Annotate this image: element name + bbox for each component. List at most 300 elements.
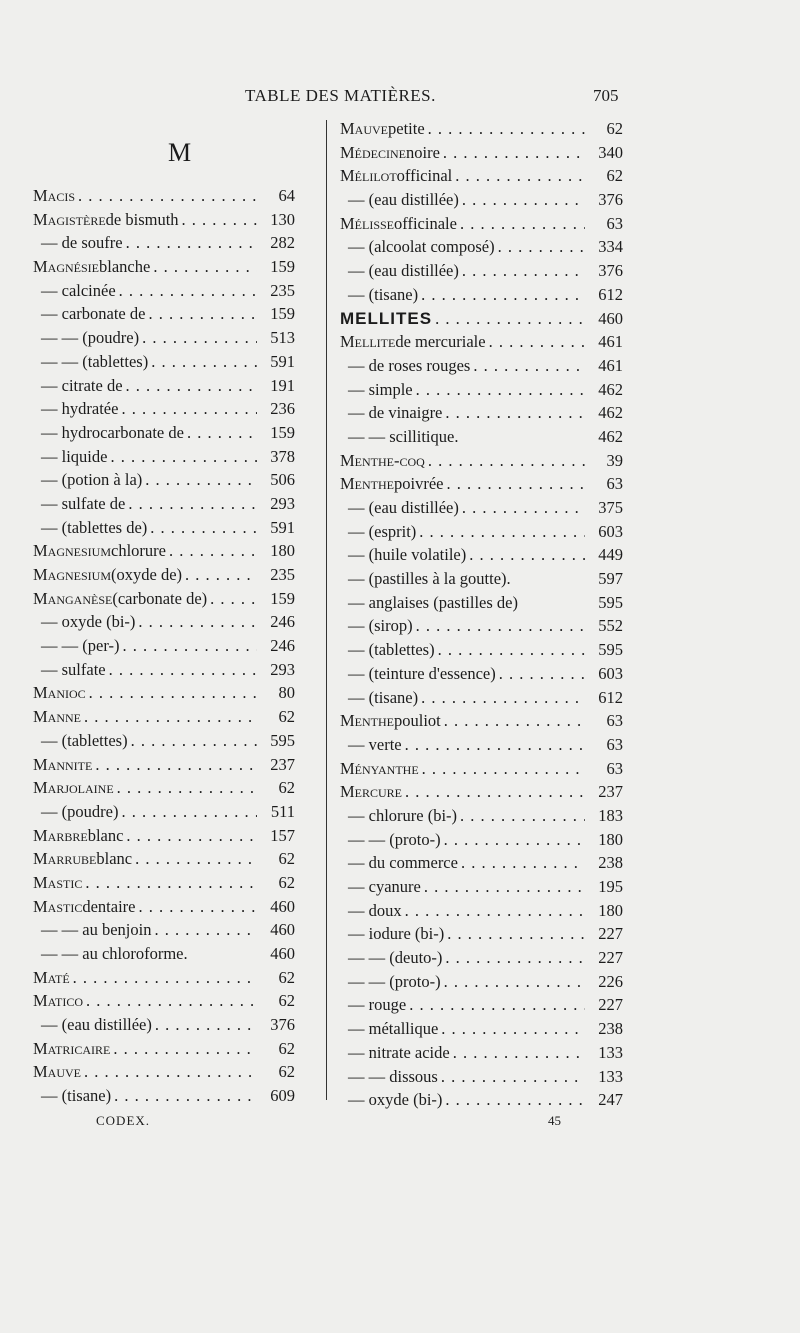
entry-page-number: 612 [598, 284, 623, 304]
entry-page-number: 612 [598, 687, 623, 707]
index-entry [340, 330, 623, 354]
dot-leader [75, 184, 257, 208]
index-entry [340, 283, 623, 307]
entry-page-number: 460 [270, 944, 295, 963]
entry-text: officinale [394, 213, 457, 233]
entry-page-number: 64 [278, 186, 295, 205]
entry-page-number: 246 [270, 612, 295, 632]
dot-leader [496, 662, 585, 686]
index-entry [33, 1037, 295, 1061]
entry-headword: Mercure [340, 782, 403, 802]
entry-page-number: 62 [278, 1038, 295, 1058]
index-entry [340, 1041, 623, 1065]
index-entry [33, 279, 295, 303]
entry-page-number: 513 [270, 328, 295, 348]
entry-headword: Mellite [340, 332, 396, 352]
dot-leader [442, 1088, 585, 1112]
entry-page-number: 180 [598, 829, 623, 849]
index-entry [340, 1088, 623, 1112]
index-entry [340, 401, 623, 425]
entry-text: — (tisane) [41, 1086, 112, 1106]
dot-leader [440, 141, 585, 165]
entry-headword: MELLITES [340, 308, 433, 328]
index-entry [340, 875, 623, 899]
index-entry [340, 851, 623, 875]
entry-page-number: 595 [598, 592, 623, 612]
entry-headword: Magistère [33, 209, 106, 229]
entry-headword: Matico [33, 991, 84, 1011]
dot-leader [142, 468, 257, 492]
dot-leader [135, 610, 257, 634]
entry-text: — chlorure (bi-) [348, 805, 458, 825]
index-entry [340, 614, 623, 638]
index-entry [340, 686, 623, 710]
entry-page-number: 340 [598, 142, 623, 162]
index-entry [33, 705, 295, 729]
entry-text: blanche [99, 257, 151, 277]
index-entry [340, 591, 623, 615]
dot-leader [207, 587, 257, 611]
index-entry [340, 567, 623, 591]
entry-page-number: 195 [598, 877, 623, 896]
index-entry [340, 141, 623, 165]
entry-text: — — (tablettes) [41, 351, 149, 371]
index-entry [340, 472, 623, 496]
dot-leader [450, 1041, 585, 1065]
entry-page-number: 191 [270, 375, 295, 395]
dot-leader [486, 330, 585, 354]
entry-headword: Mastic [33, 872, 83, 892]
entry-text: — verte [348, 734, 402, 754]
entry-headword: Marrube [33, 849, 97, 869]
entry-headword: Manganèse [33, 588, 113, 608]
index-entry [33, 966, 295, 990]
entry-page-number: 62 [278, 707, 295, 727]
entry-text: petite [388, 119, 425, 138]
entry-text: — calcinée [41, 280, 116, 300]
entry-text: blanc [96, 849, 133, 869]
dot-leader [148, 350, 257, 374]
index-entry [340, 922, 623, 946]
dot-leader [444, 922, 585, 946]
entry-page-number: 293 [270, 659, 295, 679]
dot-leader [135, 895, 257, 919]
entry-page-number: 511 [270, 801, 295, 821]
index-entry [33, 800, 295, 824]
entry-page-number: 591 [270, 351, 295, 371]
entry-page-number: 449 [598, 545, 623, 565]
entry-page-number: 552 [598, 616, 623, 636]
index-entry [33, 681, 295, 705]
dot-leader [458, 851, 585, 875]
dot-leader [413, 378, 585, 402]
dot-leader [147, 516, 257, 540]
entry-text: — (tisane) [348, 284, 419, 304]
entry-page-number: 130 [270, 209, 295, 229]
dot-leader [495, 235, 585, 259]
entry-text: chlorure [111, 541, 166, 561]
index-entry [33, 445, 295, 469]
entry-text: — — (per-) [41, 636, 120, 656]
entry-text: de mercuriale [395, 332, 486, 352]
index-entry [33, 350, 295, 374]
index-entry [340, 1065, 623, 1089]
dot-leader [123, 374, 257, 398]
entry-page-number: 603 [598, 663, 623, 683]
footer-sheet-mark: 45 [548, 1113, 561, 1128]
dot-leader [470, 354, 585, 378]
index-entry [340, 780, 623, 804]
dot-leader [457, 804, 585, 828]
dot-leader [402, 899, 585, 923]
entry-page-number: 180 [270, 541, 295, 561]
entry-text: — (tablettes) [348, 640, 435, 660]
entry-text: — (eau distillée) [348, 261, 459, 281]
entry-headword: Mauve [340, 119, 388, 138]
entry-text: — iodure (bi-) [348, 924, 445, 944]
entry-text: officinal [396, 166, 453, 186]
dot-leader [70, 966, 257, 990]
dot-leader [116, 279, 257, 303]
index-entry [340, 212, 623, 236]
dot-leader [81, 705, 257, 729]
index-entry [33, 587, 295, 611]
entry-text: — — au benjoin [41, 920, 152, 940]
index-entry [340, 804, 623, 828]
entry-text: — liquide [41, 446, 108, 466]
dot-leader [166, 539, 257, 563]
entry-page-number: 460 [598, 308, 623, 328]
entry-headword: Marbre [33, 825, 88, 845]
entry-text: — — au chloroforme. [41, 944, 188, 963]
entry-text: — (huile volatile) [348, 545, 467, 565]
entry-page-number: 237 [270, 754, 295, 774]
dot-leader [139, 326, 257, 350]
index-entry [340, 164, 623, 188]
index-entry [33, 539, 295, 563]
dot-leader [118, 397, 257, 421]
entry-page-number: 62 [278, 967, 295, 987]
index-entry [340, 117, 623, 141]
index-entry [340, 709, 623, 733]
dot-leader [151, 918, 257, 942]
entry-page-number: 133 [598, 1066, 623, 1086]
index-entry [340, 733, 623, 757]
entry-text: — de roses rouges [348, 355, 471, 375]
index-entry [33, 753, 295, 777]
index-column-right [340, 117, 623, 1112]
index-entry [33, 1060, 295, 1084]
index-entry [340, 828, 623, 852]
dot-leader [452, 164, 585, 188]
dot-leader [418, 686, 585, 710]
index-entry [340, 307, 623, 331]
index-column-left [33, 184, 295, 1108]
entry-page-number: 375 [598, 498, 623, 517]
entry-page-number: 62 [278, 991, 295, 1011]
footer-signature: CODEX. [96, 1113, 151, 1128]
entry-headword: Magnesium [33, 541, 112, 561]
entry-text: blanc [87, 825, 124, 845]
entry-text: — anglaises (pastilles de) [348, 592, 518, 612]
dot-leader [421, 875, 585, 899]
entry-page-number: 376 [598, 190, 623, 210]
entry-page-number: 597 [598, 569, 623, 589]
dot-leader [425, 117, 585, 141]
entry-text: — (eau distillée) [348, 190, 459, 210]
index-entry [33, 729, 295, 753]
entry-page-number: 376 [270, 1015, 295, 1035]
entry-text: poivrée [394, 474, 444, 494]
dot-leader [435, 638, 585, 662]
entry-page-number: 63 [606, 734, 623, 754]
entry-headword: Mélisse [340, 213, 395, 233]
dot-leader [132, 847, 257, 871]
entry-headword: Menthe [340, 474, 394, 494]
index-entry [340, 899, 623, 923]
entry-text: — (eau distillée) [41, 1015, 152, 1035]
entry-page-number: 226 [598, 971, 623, 991]
index-entry [33, 871, 295, 895]
dot-leader [82, 871, 257, 895]
dot-leader [83, 989, 257, 1013]
entry-headword: Maté [33, 967, 70, 987]
entry-text: noire [406, 142, 440, 162]
entry-page-number: 591 [270, 517, 295, 537]
entry-page-number: 378 [270, 446, 295, 466]
index-entry [340, 496, 623, 520]
dot-leader [459, 496, 585, 520]
entry-page-number: 159 [270, 257, 295, 277]
dot-leader [438, 1017, 585, 1041]
dot-leader [402, 733, 585, 757]
entry-text: de bismuth [105, 209, 179, 229]
entry-headword: Menthe [340, 711, 394, 731]
index-entry [340, 1017, 623, 1041]
entry-page-number: 183 [598, 805, 623, 825]
entry-page-number: 461 [598, 355, 623, 375]
dot-leader [466, 543, 585, 567]
entry-page-number: 39 [606, 450, 623, 470]
entry-text: — (teinture d'essence) [348, 663, 496, 683]
index-entry [33, 989, 295, 1013]
index-entry [33, 255, 295, 279]
entry-page-number: 133 [598, 1042, 623, 1062]
index-entry [33, 563, 295, 587]
entry-text: — (potion à la) [41, 470, 143, 490]
index-entry [33, 302, 295, 326]
entry-page-number: 63 [606, 758, 623, 778]
index-entry [33, 492, 295, 516]
entry-page-number: 159 [270, 422, 295, 442]
index-entry [33, 918, 295, 942]
index-entry [33, 1084, 295, 1108]
entry-page-number: 595 [598, 640, 623, 660]
dot-leader [406, 993, 585, 1017]
entry-text: — carbonate de [41, 304, 146, 324]
page-number: 705 [593, 86, 619, 105]
entry-page-number: 180 [598, 900, 623, 920]
entry-text: — — (proto-) [348, 829, 441, 849]
index-entry [340, 757, 623, 781]
entry-page-number: 63 [606, 711, 623, 731]
entry-page-number: 62 [606, 166, 623, 186]
entry-headword: Ményanthe [340, 758, 419, 778]
index-entry [33, 610, 295, 634]
index-entry [340, 449, 623, 473]
entry-text: pouliot [394, 711, 441, 731]
dot-leader [81, 1060, 257, 1084]
index-entry [340, 425, 623, 449]
entry-headword: Médecine [340, 142, 406, 162]
entry-headword: Magnésie [33, 257, 99, 277]
index-entry [33, 824, 295, 848]
entry-page-number: 238 [598, 853, 623, 873]
entry-text: — (tablettes de) [41, 517, 148, 537]
entry-text: — simple [348, 379, 413, 399]
entry-page-number: 62 [278, 778, 295, 798]
entry-text: — sulfate de [41, 493, 126, 513]
entry-page-number: 62 [606, 119, 623, 138]
dot-leader [419, 757, 585, 781]
index-entry [33, 184, 295, 208]
entry-headword: Mastic [33, 896, 83, 916]
entry-page-number: 227 [598, 948, 623, 968]
entry-headword: Mélilot [340, 166, 397, 186]
dot-leader [107, 445, 257, 469]
dot-leader [441, 709, 585, 733]
entry-page-number: 603 [598, 521, 623, 541]
entry-text: — oxyde (bi-) [41, 612, 136, 632]
entry-text: — du commerce [348, 853, 458, 873]
dot-leader [416, 520, 585, 544]
entry-page-number: 80 [278, 683, 295, 703]
entry-text: — cyanure [348, 877, 421, 896]
index-entry [340, 354, 623, 378]
entry-page-number: 462 [598, 403, 623, 423]
entry-text: — rouge [348, 995, 407, 1015]
entry-page-number: 595 [270, 730, 295, 750]
entry-page-number: 247 [598, 1090, 623, 1110]
entry-page-number: 235 [270, 565, 295, 584]
index-entry [340, 259, 623, 283]
entry-text: — (eau distillée) [348, 498, 459, 517]
entry-page-number: 159 [270, 304, 295, 324]
dot-leader [441, 828, 585, 852]
dot-leader [86, 681, 257, 705]
entry-text: — — (proto-) [348, 971, 441, 991]
dot-leader [438, 1065, 585, 1089]
index-entry [340, 520, 623, 544]
dot-leader [402, 780, 585, 804]
entry-page-number: 235 [270, 280, 295, 300]
dot-leader [442, 946, 585, 970]
dot-leader [418, 283, 585, 307]
entry-page-number: 334 [598, 237, 623, 257]
index-entry [340, 235, 623, 259]
entry-headword: Manioc [33, 683, 86, 703]
entry-page-number: 238 [598, 1019, 623, 1039]
index-entry [33, 421, 295, 445]
entry-page-number: 63 [606, 213, 623, 233]
index-entry [33, 208, 295, 232]
entry-text: — (sirop) [348, 616, 413, 636]
entry-headword: Manne [33, 707, 81, 727]
index-entry [33, 658, 295, 682]
entry-text: (oxyde de) [111, 565, 183, 584]
entry-text: (carbonate de) [112, 588, 208, 608]
entry-page-number: 462 [598, 426, 623, 446]
entry-page-number: 227 [598, 924, 623, 944]
index-entry [33, 847, 295, 871]
entry-page-number: 246 [270, 636, 295, 656]
index-entry [33, 326, 295, 350]
entry-text: — (alcoolat composé) [348, 237, 495, 257]
dot-leader [123, 824, 257, 848]
entry-headword: Mauve [33, 1062, 81, 1082]
entry-page-number: 282 [270, 233, 295, 253]
entry-page-number: 293 [270, 493, 295, 513]
index-entry [340, 993, 623, 1017]
entry-page-number: 609 [270, 1086, 295, 1106]
index-entry [340, 662, 623, 686]
running-title: TABLE DES MATIÈRES. [245, 86, 436, 105]
dot-leader [443, 472, 585, 496]
entry-text: — (poudre) [41, 801, 119, 821]
dot-leader [441, 970, 585, 994]
dot-leader [128, 729, 257, 753]
entry-text: — (tisane) [348, 687, 419, 707]
entry-page-number: 62 [278, 872, 295, 892]
entry-page-number: 376 [598, 261, 623, 281]
entry-text: — nitrate acide [348, 1042, 450, 1062]
entry-text: — (esprit) [348, 521, 417, 541]
index-entry [340, 970, 623, 994]
entry-text: — doux [348, 900, 402, 920]
entry-text: — — (deuto-) [348, 948, 443, 968]
entry-headword: Magnesium [33, 565, 112, 584]
dot-leader [150, 255, 257, 279]
index-entry [33, 397, 295, 421]
dot-leader [119, 634, 257, 658]
entry-headword: Matricaire [33, 1038, 111, 1058]
dot-leader [92, 753, 257, 777]
index-entry [340, 638, 623, 662]
entry-text: — métallique [348, 1019, 439, 1039]
dot-leader [457, 212, 585, 236]
entry-page-number: 62 [278, 1062, 295, 1082]
entry-text: — hydrocarbonate de [41, 422, 184, 442]
dot-leader [413, 614, 585, 638]
index-entry [33, 516, 295, 540]
dot-leader [459, 259, 585, 283]
entry-page-number: 157 [270, 825, 295, 845]
entry-page-number: 460 [270, 920, 295, 940]
entry-text: — — scillitique. [348, 426, 459, 446]
entry-text: — hydratée [41, 399, 119, 419]
entry-text: — — (poudre) [41, 328, 140, 348]
entry-text: — de vinaigre [348, 403, 443, 423]
index-entry [340, 946, 623, 970]
entry-page-number: 506 [270, 470, 295, 490]
dot-leader [442, 401, 585, 425]
index-entry [33, 374, 295, 398]
entry-page-number: 237 [598, 782, 623, 802]
dot-leader [114, 776, 257, 800]
index-entry [33, 468, 295, 492]
dot-leader [111, 1084, 257, 1108]
dot-leader [123, 231, 257, 255]
